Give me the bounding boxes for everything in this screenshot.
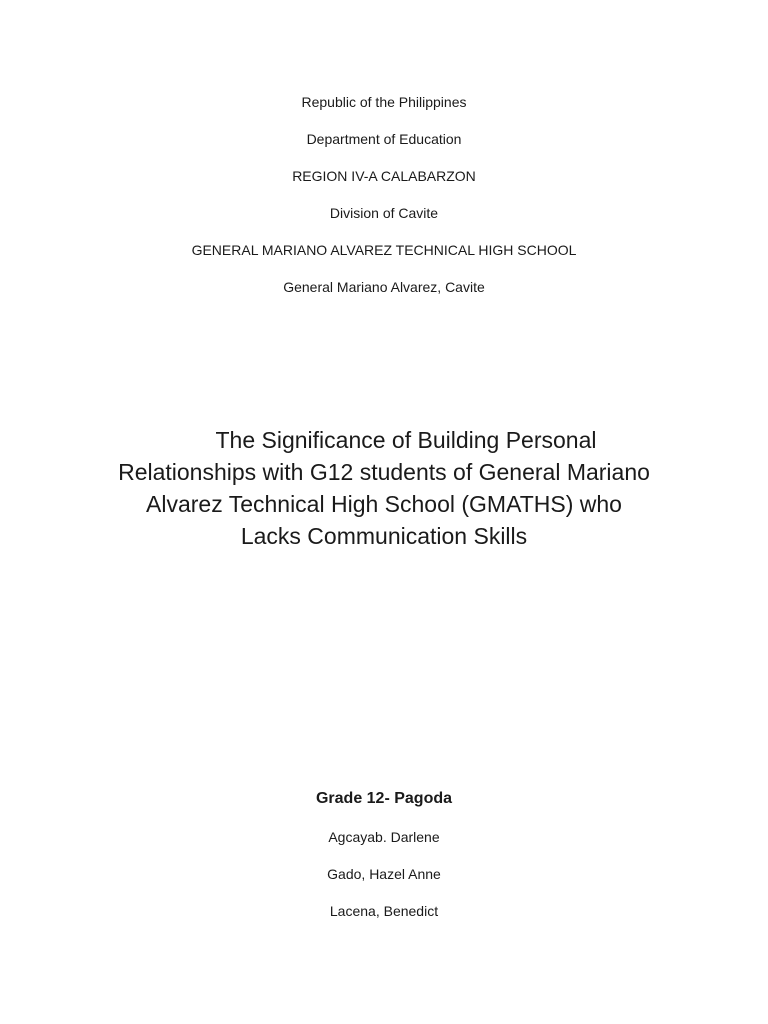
author-name: Gado, Hazel Anne xyxy=(327,866,441,882)
header-region: REGION IV-A CALABARZON xyxy=(292,168,476,184)
header-division: Division of Cavite xyxy=(329,205,439,221)
title-line-text: The Significance of Building Personal xyxy=(215,427,597,453)
title-line xyxy=(70,424,698,456)
header-department: Department of Education xyxy=(306,131,462,147)
header-location: General Mariano Alvarez, Cavite xyxy=(283,279,485,295)
group-heading: Grade 12- Pagoda xyxy=(315,790,453,807)
header-school: GENERAL MARIANO ALVAREZ TECHNICAL HIGH SCHOOL xyxy=(191,242,577,258)
research-title xyxy=(70,424,698,552)
author-name: Lacena, Benedict xyxy=(329,903,439,919)
header-country: Republic of the Philippines xyxy=(301,94,467,110)
title-line: Lacks Communication Skills xyxy=(240,523,528,549)
title-line: Alvarez Technical High School (GMATHS) who xyxy=(146,491,622,517)
title-line: Relationships with G12 students of General Mariano xyxy=(118,459,650,485)
author-name: Agcayab. Darlene xyxy=(328,829,440,845)
